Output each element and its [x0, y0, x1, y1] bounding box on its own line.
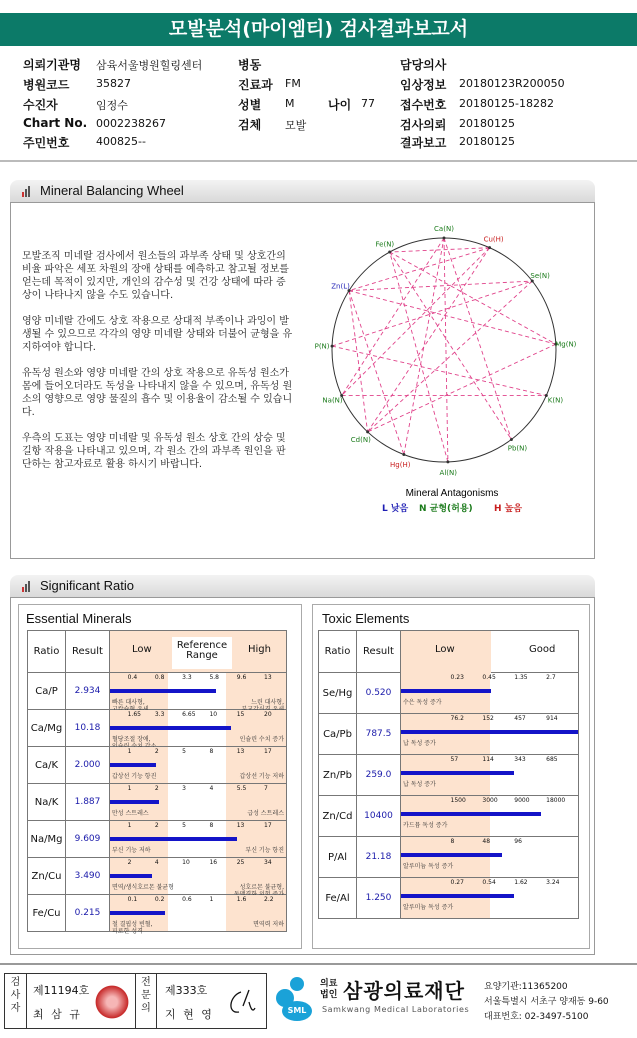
range-tick: 18000 — [546, 797, 566, 804]
ratio-bar — [401, 853, 502, 857]
range-tick: 914 — [546, 715, 558, 722]
node-dot — [488, 246, 491, 249]
ratio-result: 0.520 — [357, 673, 401, 714]
ratio-bar-cell — [110, 821, 287, 858]
range-tick: 5 — [182, 822, 186, 829]
col-high: High — [248, 644, 271, 655]
ratio-result: 259.0 — [357, 755, 401, 796]
ratio-bar-cell — [401, 755, 579, 796]
col-ref: Reference Range — [172, 637, 232, 669]
ratio-result: 10400 — [357, 796, 401, 837]
range-tick: 7 — [264, 785, 268, 792]
note-high: 급성 스트레스 — [247, 810, 284, 817]
note-low: 부신 기능 저하 — [112, 847, 151, 854]
antagonism-line — [332, 346, 546, 395]
antagonism-line — [349, 281, 532, 291]
label-hospital-code: 병원코드 — [23, 78, 70, 92]
ratio-name: Zn/Cu — [28, 858, 66, 895]
range-tick: 5 — [182, 748, 186, 755]
ratio-name: Fe/Al — [319, 878, 357, 919]
value-report-date: 20180125 — [459, 135, 515, 148]
ratio-result: 9.609 — [66, 821, 110, 858]
antagonism-line — [342, 238, 444, 396]
examiner-name: 최 삼 규 — [33, 1008, 82, 1021]
ratio-result: 787.5 — [357, 714, 401, 755]
antagonism-line — [390, 252, 512, 439]
label-patient: 수진자 — [23, 98, 58, 112]
wheel-caption: Mineral Antagonisms — [405, 488, 499, 499]
range-tick: 10 — [209, 711, 218, 718]
toxic-title: Toxic Elements — [322, 611, 410, 626]
range-tick: 152 — [482, 715, 494, 722]
ratio-bar — [401, 771, 514, 775]
range-tick: 3 — [182, 785, 186, 792]
range-tick: 1.35 — [514, 674, 528, 681]
node-label: Cd(N) — [350, 436, 371, 445]
range-tick: 48 — [482, 838, 491, 845]
patient-info — [0, 52, 637, 152]
range-tick: 0.6 — [182, 896, 192, 903]
intro-text: 모발조직 미네랄 검사에서 원소들의 과부족 상태 및 상호간의 비율 파악은 세포 차원의 장애 상태를 예측하고 참고될 정보를 얻는데 목적이 있지만, 개인의 감수성 및 건강 상태에 따라 증상이 나타나지 않을 수도 있습니다. 영양 미네랄 간에도 상호 작용으로 상대적 부족이나 과잉이 발생될 수 있으므로 각각의 영양 미네랄 상태와 더불어 균형을 유지하여야 합니다. 유독성 원소와 영양 미네랄 간의 상호 작용으로 유독성 원소가 몸에 들어오더라도 독성을 나타내지 않을 수 있으며, 유독성 원소의 영향으로 영양 물질의 흡수 및 이용율이 감소될 수 있습니다. 우측의 도표는 영양 미네랄 및 유독성 원소 상호 간의 상승 및 길항 작용을 나타내고 있으며, 각 원소 간의 과부족 원인을 판단하는 참고자료로 활용 하시기 바랍니다. — [22, 251, 293, 470]
range-tick: 15 — [236, 711, 245, 718]
ratio-name: Ca/K — [28, 747, 66, 784]
node-label: K(N) — [547, 396, 564, 405]
node-label: P(N) — [314, 342, 330, 351]
antagonism-line — [390, 252, 556, 344]
ratio-bar-cell — [110, 895, 287, 935]
note-low: 납 독성 증가 — [403, 781, 436, 788]
antagonism-line — [349, 291, 404, 455]
antagonism-line — [390, 252, 448, 462]
ratio-bar-cell — [401, 878, 579, 919]
range-tick: 1 — [209, 896, 214, 903]
label-report-date: 결과보고 — [400, 136, 447, 150]
value-patient: 임정수 — [96, 99, 128, 112]
range-tick: 76.2 — [450, 715, 464, 722]
ratio-row — [28, 895, 287, 932]
specialist-name: 지 현 영 — [165, 1008, 214, 1021]
node-dot — [446, 460, 449, 463]
mineral-wheel — [304, 222, 590, 522]
ratio-name: Na/Mg — [28, 821, 66, 858]
range-tick: 0.2 — [154, 896, 165, 903]
range-tick: 4 — [154, 859, 159, 866]
essential-title: Essential Minerals — [26, 611, 132, 626]
node-label: Pb(N) — [507, 444, 528, 453]
range-tick: 2.7 — [546, 674, 556, 681]
col-range — [110, 631, 287, 673]
label-receipt: 접수번호 — [400, 98, 447, 112]
node-label: Mg(N) — [555, 340, 577, 349]
note-low: 빠른 대사형, — [112, 699, 145, 706]
signature — [223, 986, 259, 1020]
org-address: 서울특별시 서초구 양재동 9-60 — [484, 997, 609, 1007]
node-dot — [331, 345, 334, 348]
range-tick: 1.62 — [514, 879, 528, 886]
note-low: 철 결핍성 빈혈, 피로한 성격 — [112, 921, 153, 935]
range-tick: 17 — [264, 822, 272, 829]
note-high: 부신 기능 항진 — [245, 847, 284, 854]
node-label: Fe(N) — [375, 240, 395, 249]
ratio-row — [28, 673, 287, 710]
value-request-date: 20180125 — [459, 117, 515, 130]
range-tick: 13 — [236, 822, 245, 829]
antagonism-line — [404, 238, 444, 455]
range-tick: 685 — [546, 756, 558, 763]
label-requester: 의뢰기관명 — [23, 58, 81, 72]
range-tick: 8 — [209, 822, 214, 829]
ratio-name: Ca/Pb — [319, 714, 357, 755]
ratio-result: 21.18 — [357, 837, 401, 878]
value-specimen: 모발 — [285, 119, 307, 132]
ratio-bar — [401, 689, 491, 693]
note-low: 갑상선 기능 항진 — [112, 773, 157, 780]
essential-table — [27, 630, 287, 935]
ratio-name: Na/K — [28, 784, 66, 821]
label-specimen: 검체 — [238, 118, 262, 132]
label-age: 나이 — [328, 98, 352, 112]
antagonism-line — [444, 235, 511, 439]
range-tick: 96 — [514, 838, 522, 845]
range-tick: 8 — [209, 748, 214, 755]
section-title-ratio: Significant Ratio — [40, 578, 134, 593]
range-tick: 16 — [209, 859, 218, 866]
corp-type: 의료법인 — [320, 979, 338, 1000]
label-dept: 진료과 — [238, 78, 273, 92]
node-dot — [388, 251, 391, 254]
ratio-bar — [110, 800, 159, 804]
legend-low: L 낮음 — [382, 504, 409, 514]
note-low: 수은 독성 증가 — [403, 699, 442, 706]
value-dept: FM — [285, 77, 301, 90]
range-tick: 2 — [154, 748, 159, 755]
node-label: Zn(L) — [331, 282, 350, 291]
ratio-result: 3.490 — [66, 858, 110, 895]
node-label: Se(N) — [530, 271, 550, 280]
note-low: 납 독성 증가 — [403, 740, 436, 747]
range-tick: 34 — [264, 859, 272, 866]
col-ratio: Ratio — [319, 631, 357, 673]
range-tick: 3.3 — [182, 674, 192, 681]
note-low: 카드뮴 독성 증가 — [403, 822, 448, 829]
col-result: Result — [66, 631, 110, 673]
range-tick: 0.54 — [482, 879, 496, 886]
value-clinical: 20180123R200050 — [459, 77, 565, 90]
org-phone: 대표번호: 02-3497-5100 — [484, 1012, 589, 1022]
node-label: Na(N) — [322, 396, 343, 405]
node-dot — [531, 280, 534, 283]
range-tick: 457 — [514, 715, 526, 722]
label-examiner: 검 사 자 — [5, 974, 27, 1028]
node-dot — [443, 237, 446, 240]
range-tick: 3000 — [482, 797, 498, 804]
note-high: 갑상선 기능 저하 — [239, 773, 284, 780]
antagonism-line — [349, 291, 556, 344]
ratio-bar — [110, 726, 231, 730]
range-tick: 0.4 — [127, 674, 138, 681]
ratio-name: Se/Hg — [319, 673, 357, 714]
ratio-result: 1.250 — [357, 878, 401, 919]
ratio-bar — [401, 812, 541, 816]
official-seal — [93, 983, 131, 1021]
ratio-bar-cell — [401, 837, 579, 878]
range-tick: 6.65 — [182, 711, 196, 718]
ratio-result: 2.934 — [66, 673, 110, 710]
org-code: 요양기관:11365200 — [484, 982, 568, 992]
ratio-bar-cell — [401, 673, 579, 714]
note-low: 알루미늄 독성 증가 — [403, 904, 454, 911]
antagonism-line — [368, 281, 533, 432]
range-tick: 0.27 — [450, 879, 464, 886]
range-tick: 343 — [514, 756, 526, 763]
toxic-table — [318, 630, 579, 919]
antagonism-line — [444, 238, 448, 462]
range-tick: 0.23 — [450, 674, 464, 681]
value-id: 400825-- — [96, 135, 146, 148]
note-low: 만성 스트레스 — [112, 810, 149, 817]
note-low: 알루미늄 독성 증가 — [403, 863, 454, 870]
ratio-row — [319, 673, 579, 714]
ratio-result: 10.18 — [66, 710, 110, 747]
signature-box — [4, 973, 267, 1029]
range-tick: 57 — [450, 756, 459, 763]
node-label: Ca(N) — [434, 225, 454, 233]
node-dot — [402, 453, 405, 456]
ratio-bar-cell — [401, 714, 579, 755]
footer — [0, 963, 637, 1038]
divider — [0, 160, 637, 162]
col-low: Low — [435, 644, 455, 655]
col-good: Good — [529, 644, 556, 655]
range-tick: 1500 — [450, 797, 466, 804]
ratio-bar — [110, 911, 165, 915]
note-high: 성호르몬 불균형, — [239, 884, 284, 891]
ratio-row — [28, 821, 287, 858]
range-tick: 1.65 — [127, 711, 141, 718]
range-tick: 1.6 — [236, 896, 247, 903]
antagonism-line — [332, 281, 532, 346]
section-header-wheel — [10, 180, 595, 202]
ratio-row — [28, 710, 287, 747]
bar-chart-icon — [22, 581, 34, 592]
col-range — [401, 631, 579, 673]
specialist-license: 제333호 — [165, 984, 208, 997]
report-title: 모발분석(마이엠티) 검사결과보고서 — [0, 13, 637, 46]
col-ratio: Ratio — [28, 631, 66, 673]
range-tick: 17 — [264, 748, 272, 755]
range-tick: 5.8 — [209, 674, 219, 681]
ratio-row — [28, 747, 287, 784]
ratio-name: Fe/Cu — [28, 895, 66, 932]
org-name: 삼광의료재단 — [343, 979, 465, 1003]
node-label: Hg(H) — [390, 460, 411, 469]
org-name-en: Samkwang Medical Laboratories — [322, 1005, 470, 1014]
col-result: Result — [357, 631, 401, 673]
range-tick: 2 — [154, 785, 159, 792]
ratio-bar — [110, 874, 152, 878]
ratio-name: Zn/Cd — [319, 796, 357, 837]
col-low: Low — [132, 644, 152, 655]
ratio-bar — [110, 689, 216, 693]
bar-chart-icon — [22, 186, 34, 197]
value-age: 77 — [361, 97, 375, 110]
range-tick: 2 — [127, 859, 132, 866]
value-sex: M — [285, 97, 295, 110]
ratio-bar-cell — [401, 796, 579, 837]
range-tick: 8 — [450, 838, 455, 845]
range-tick: 10 — [182, 859, 190, 866]
value-receipt: 20180125-18282 — [459, 97, 554, 110]
label-ward: 병동 — [238, 58, 262, 72]
note-low: 혈당조절 장애, — [112, 736, 151, 743]
range-tick: 1 — [127, 822, 132, 829]
range-tick: 9.6 — [236, 674, 247, 681]
value-hospital-code: 35827 — [96, 77, 131, 90]
ratio-bar-cell — [110, 858, 287, 895]
value-requester: 삼육서울병원힐링센터 — [96, 59, 203, 72]
range-tick: 0.8 — [154, 674, 165, 681]
ratio-result: 1.887 — [66, 784, 110, 821]
range-tick: 20 — [264, 711, 272, 718]
range-tick: 9000 — [514, 797, 530, 804]
antagonism-line — [349, 291, 368, 432]
label-sex: 성별 — [238, 98, 262, 112]
label-doctor: 담당의사 — [400, 58, 447, 72]
section-header-ratio — [10, 575, 595, 597]
node-label: Al(N) — [439, 468, 457, 477]
range-tick: 0.45 — [482, 674, 496, 681]
range-tick: 3.3 — [154, 711, 165, 718]
node-dot — [510, 438, 513, 441]
label-chart: Chart No. — [23, 116, 88, 130]
ratio-result: 0.215 — [66, 895, 110, 932]
range-tick: 114 — [482, 756, 494, 763]
ratio-row — [28, 858, 287, 895]
ratio-name: Zn/Pb — [319, 755, 357, 796]
value-chart: 0002238267 — [96, 117, 166, 130]
ratio-bar — [401, 730, 578, 734]
node-dot — [366, 430, 369, 433]
section-title-wheel: Mineral Balancing Wheel — [40, 183, 184, 198]
note-low: 면역/생식호르몬 불균형 — [112, 884, 174, 891]
ratio-row — [319, 837, 579, 878]
range-tick: 5.5 — [236, 785, 247, 792]
ratio-name: Ca/P — [28, 673, 66, 710]
node-label: Cu(H) — [483, 235, 504, 244]
ratio-row — [319, 878, 579, 919]
ratio-row — [28, 784, 287, 821]
legend-high: H 높음 — [494, 504, 523, 514]
legend-normal: N 균형(허용) — [419, 504, 473, 514]
ratio-result: 2.000 — [66, 747, 110, 784]
sml-logo-text: SML — [282, 1001, 312, 1021]
ratio-bar-cell — [110, 784, 287, 821]
ratio-name: Ca/Mg — [28, 710, 66, 747]
ratio-bar-cell — [110, 710, 287, 747]
label-specialist: 전 문 의 — [135, 974, 157, 1028]
ratio-bar-cell — [110, 747, 287, 784]
range-tick: 2.2 — [264, 896, 274, 903]
wheel-circle — [332, 235, 556, 462]
antagonism-line — [368, 344, 556, 432]
note-high: 느린 대사형, — [251, 699, 284, 706]
range-tick: 1 — [127, 785, 132, 792]
ratio-name: P/Al — [319, 837, 357, 878]
range-tick: 0.1 — [127, 896, 138, 903]
range-tick: 13 — [236, 748, 245, 755]
range-tick: 25 — [236, 859, 245, 866]
antagonism-line — [368, 248, 490, 432]
ratio-row — [319, 755, 579, 796]
note-high: 인슐린 수치 증가 — [239, 736, 284, 743]
range-tick: 2 — [154, 822, 159, 829]
range-tick: 1 — [127, 748, 132, 755]
ratio-bar — [110, 837, 237, 841]
ratio-bar-cell — [110, 673, 287, 710]
label-clinical: 임상정보 — [400, 78, 447, 92]
antagonism-line — [390, 248, 490, 252]
ratio-row — [319, 796, 579, 837]
ratio-bar — [110, 763, 156, 767]
range-tick: 13 — [264, 674, 272, 681]
label-id: 주민번호 — [23, 136, 70, 150]
range-tick: 4 — [209, 785, 214, 792]
ratio-row — [319, 714, 579, 755]
range-tick: 3.24 — [546, 879, 560, 886]
examiner-license: 제11194호 — [33, 984, 90, 997]
note-high: 면역력 저하 — [253, 921, 284, 928]
label-request-date: 검사의뢰 — [400, 118, 447, 132]
ratio-bar — [401, 894, 514, 898]
sml-logo — [276, 977, 316, 1023]
